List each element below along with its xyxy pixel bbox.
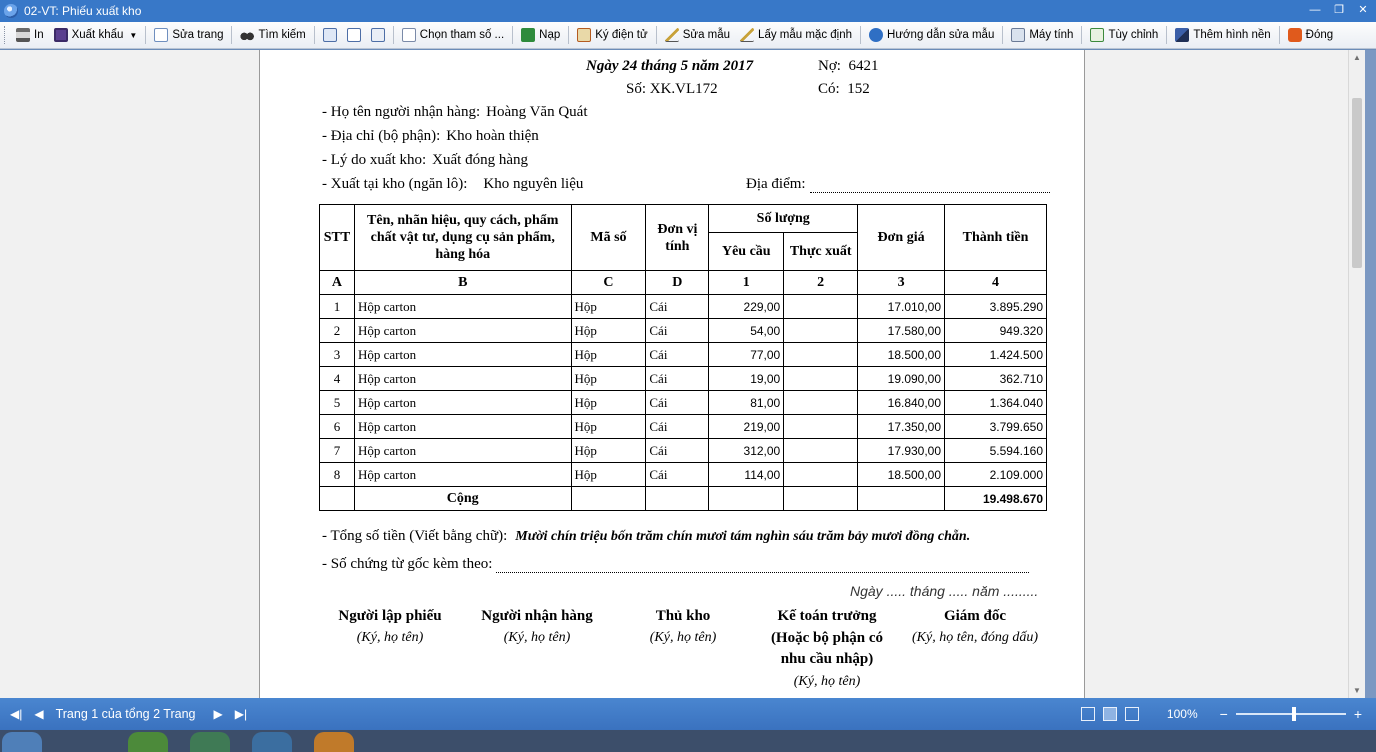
cell-amount: 1.424.500	[945, 343, 1047, 367]
cell-stt: 4	[320, 367, 355, 391]
cell-qty-requested: 312,00	[709, 439, 784, 463]
cell-item-name: Hộp carton	[354, 391, 571, 415]
cell-amount: 949.320	[945, 319, 1047, 343]
cell-stt: 1	[320, 295, 355, 319]
cell-qty-requested: 19,00	[709, 367, 784, 391]
cell-code: Hộp	[571, 295, 646, 319]
default-template-icon	[740, 28, 754, 42]
toolbar-separator	[860, 26, 861, 44]
multi-page-view-icon[interactable]	[1125, 707, 1139, 721]
cell-unit: Cái	[646, 343, 709, 367]
header-unit-price: Đơn giá	[858, 205, 945, 271]
taskbar-app-icon[interactable]	[190, 732, 230, 752]
cell-item-name: Hộp carton	[354, 415, 571, 439]
certificate-icon	[577, 28, 591, 42]
cell-unit: Cái	[646, 391, 709, 415]
calculator-icon	[1011, 28, 1025, 42]
cell-unit: Cái	[646, 295, 709, 319]
total-in-words-line: - Tổng số tiền (Viết bằng chữ): Mười chín triệu bốn trăm chín mươi tám nghìn sáu trăm bảy mươi đồng chẵn.	[322, 528, 971, 544]
header-qty-requested: Yêu cầu	[709, 233, 784, 271]
window-edge	[1365, 50, 1376, 698]
taskbar-app-icon[interactable]	[314, 732, 354, 752]
cell-amount: 3.799.650	[945, 415, 1047, 439]
export-button[interactable]: Xuất khẩu ▼	[49, 24, 143, 46]
cell-qty-actual	[784, 343, 858, 367]
continuous-view-icon[interactable]	[1103, 707, 1117, 721]
address-line: - Địa chỉ (bộ phận): Kho hoàn thiện	[322, 128, 539, 144]
column-letters-row: A B C D 1 2 3 4	[320, 271, 1047, 295]
signing-date-blank: Ngày ..... tháng ..... năm .........	[850, 583, 1039, 599]
toolbar-separator	[1002, 26, 1003, 44]
close-window-icon[interactable]: ✕	[1358, 4, 1368, 16]
restore-icon[interactable]: ❐	[1334, 4, 1344, 16]
cell-code: Hộp	[571, 343, 646, 367]
header-code: Mã số	[571, 205, 646, 271]
cell-amount: 362.710	[945, 367, 1047, 391]
header-quantity: Số lượng	[709, 205, 858, 233]
items-table	[319, 204, 1047, 511]
scroll-down-icon[interactable]: ▼	[1353, 686, 1361, 695]
cell-unit: Cái	[646, 463, 709, 487]
report-viewer	[0, 50, 1348, 698]
edit-template-button[interactable]: Sửa mẫu	[660, 24, 735, 46]
header-amount: Thành tiền	[945, 205, 1047, 271]
cell-qty-actual	[784, 391, 858, 415]
toolbar	[0, 22, 1376, 49]
cell-stt: 8	[320, 463, 355, 487]
cell-qty-requested: 114,00	[709, 463, 784, 487]
zoom-slider-thumb[interactable]	[1292, 707, 1296, 721]
cell-item-name: Hộp carton	[354, 367, 571, 391]
cell-item-name: Hộp carton	[354, 463, 571, 487]
cell-qty-actual	[784, 463, 858, 487]
table-row	[320, 463, 1047, 487]
cell-qty-requested: 81,00	[709, 391, 784, 415]
cell-qty-requested: 219,00	[709, 415, 784, 439]
window-title: 02-VT: Phiếu xuất kho	[24, 4, 142, 18]
cell-unit-price: 16.840,00	[858, 391, 945, 415]
customize-icon	[1090, 28, 1104, 42]
header-stt: STT	[320, 205, 355, 271]
cell-code: Hộp	[571, 439, 646, 463]
cell-qty-actual	[784, 319, 858, 343]
close-button[interactable]: Đóng	[1283, 24, 1339, 46]
table-row	[320, 295, 1047, 319]
toolbar-separator	[314, 26, 315, 44]
cell-unit: Cái	[646, 415, 709, 439]
cell-qty-requested: 54,00	[709, 319, 784, 343]
cell-qty-actual	[784, 415, 858, 439]
toolbar-separator	[1279, 26, 1280, 44]
table-row	[320, 439, 1047, 463]
page-view-icon	[323, 28, 337, 42]
fit-page-icon	[371, 28, 385, 42]
status-bar	[0, 698, 1376, 730]
choose-parameters-button[interactable]: Chọn tham số ...	[397, 24, 509, 46]
document-date: Ngày 24 tháng 5 năm 2017	[586, 58, 754, 74]
printer-icon	[16, 28, 30, 42]
calculator-button[interactable]: Máy tính	[1006, 24, 1078, 46]
header-qty-actual: Thực xuất	[784, 233, 858, 271]
cell-item-name: Hộp carton	[354, 439, 571, 463]
zoom-in-icon[interactable]: +	[1353, 706, 1362, 722]
cell-qty-actual	[784, 439, 858, 463]
cell-stt: 3	[320, 343, 355, 367]
cell-unit-price: 17.010,00	[858, 295, 945, 319]
close-icon	[1288, 28, 1302, 42]
cell-qty-actual	[784, 367, 858, 391]
app-globe-icon	[4, 4, 18, 18]
print-button[interactable]: In	[11, 24, 49, 46]
last-page-icon[interactable]: ▶|	[234, 707, 248, 721]
toolbar-grip[interactable]	[4, 26, 7, 44]
single-page-view-icon[interactable]	[1081, 707, 1095, 721]
dropdown-arrow-icon[interactable]: ▼	[129, 30, 138, 40]
digital-sign-button[interactable]: Ký điện tử	[572, 24, 652, 46]
binoculars-icon	[240, 28, 254, 42]
cell-stt: 6	[320, 415, 355, 439]
warehouse-line: - Xuất tại kho (ngăn lô): Kho nguyên liệu	[322, 176, 584, 192]
zoom-slider[interactable]	[1236, 713, 1346, 715]
template-help-button[interactable]: Hướng dẫn sửa mẫu	[864, 24, 999, 46]
minimize-icon[interactable]: —	[1309, 4, 1321, 16]
table-row	[320, 415, 1047, 439]
table-row	[320, 319, 1047, 343]
vertical-scrollbar[interactable]	[1348, 50, 1365, 698]
cell-unit-price: 17.350,00	[858, 415, 945, 439]
edit-page-button[interactable]: Sửa trang	[149, 24, 228, 46]
customize-button[interactable]: Tùy chỉnh	[1085, 24, 1163, 46]
toolbar-separator	[393, 26, 394, 44]
header-unit: Đơn vị tính	[646, 205, 709, 271]
header-item-name: Tên, nhãn hiệu, quy cách, phẩm chất vật tư, dụng cụ sản phẩm, hàng hóa	[354, 205, 571, 271]
location-line: Địa điểm:	[746, 176, 1050, 193]
cell-unit: Cái	[646, 367, 709, 391]
title-bar	[0, 0, 1376, 22]
cell-code: Hộp	[571, 367, 646, 391]
cell-item-name: Hộp carton	[354, 343, 571, 367]
toolbar-separator	[568, 26, 569, 44]
cell-qty-actual	[784, 295, 858, 319]
toolbar-separator	[1166, 26, 1167, 44]
view-fit-button[interactable]	[366, 24, 390, 46]
cell-item-name: Hộp carton	[354, 295, 571, 319]
view-single-button[interactable]	[318, 24, 342, 46]
taskbar	[0, 730, 1376, 752]
signature-receiver: Người nhận hàng (Ký, họ tên)	[481, 608, 593, 645]
cell-code: Hộp	[571, 391, 646, 415]
toolbar-separator	[512, 26, 513, 44]
cell-amount: 2.109.000	[945, 463, 1047, 487]
cell-unit-price: 19.090,00	[858, 367, 945, 391]
total-row	[320, 487, 1047, 511]
view-page-button[interactable]	[342, 24, 366, 46]
previous-page-icon[interactable]: ◀	[34, 707, 44, 721]
add-background-button[interactable]: Thêm hình nền	[1170, 24, 1275, 46]
cell-unit: Cái	[646, 319, 709, 343]
table-row	[320, 343, 1047, 367]
start-button-icon[interactable]	[2, 732, 42, 752]
save-icon	[54, 28, 68, 42]
page-info: Trang 1 của tổng 2 Trang	[55, 707, 196, 721]
cell-qty-requested: 77,00	[709, 343, 784, 367]
refresh-icon	[521, 28, 535, 42]
signature-storekeeper: Thủ kho (Ký, họ tên)	[649, 608, 717, 645]
table-row	[320, 367, 1047, 391]
cell-unit-price: 17.580,00	[858, 319, 945, 343]
credit-account: Có: 152	[818, 81, 870, 97]
cell-unit-price: 18.500,00	[858, 343, 945, 367]
toolbar-separator	[656, 26, 657, 44]
cell-unit: Cái	[646, 439, 709, 463]
signature-chief-accountant: Kế toán trưởng (Hoặc bộ phận có nhu cầu nhập) (Ký, họ tên)	[770, 608, 884, 689]
cell-stt: 7	[320, 439, 355, 463]
zoom-level: 100%	[1166, 707, 1198, 721]
cell-code: Hộp	[571, 319, 646, 343]
taskbar-app-icon[interactable]	[252, 732, 292, 752]
report-page	[259, 50, 1085, 698]
taskbar-app-icon[interactable]	[128, 732, 168, 752]
cell-amount: 1.364.040	[945, 391, 1047, 415]
background-icon	[1175, 28, 1189, 42]
cell-amount: 5.594.160	[945, 439, 1047, 463]
total-label: Cộng	[354, 487, 571, 511]
next-page-icon[interactable]: ▶	[213, 707, 223, 721]
total-amount: 19.498.670	[945, 487, 1047, 511]
parameters-icon	[402, 28, 416, 42]
toolbar-separator	[1081, 26, 1082, 44]
search-button[interactable]: Tìm kiếm	[235, 24, 310, 46]
attached-docs-line: - Số chứng từ gốc kèm theo:	[322, 556, 1029, 573]
cell-stt: 2	[320, 319, 355, 343]
voucher-number: Số: XK.VL172	[626, 81, 718, 97]
first-page-icon[interactable]: ◀|	[10, 707, 23, 721]
scroll-thumb[interactable]	[1352, 98, 1362, 268]
reason-line: - Lý do xuất kho: Xuất đóng hàng	[322, 152, 528, 168]
cell-amount: 3.895.290	[945, 295, 1047, 319]
edit-template-icon	[665, 28, 679, 42]
cell-qty-requested: 229,00	[709, 295, 784, 319]
page-icon	[347, 28, 361, 42]
signature-preparer: Người lập phiếu (Ký, họ tên)	[338, 608, 442, 645]
help-icon	[869, 28, 883, 42]
cell-code: Hộp	[571, 415, 646, 439]
receiver-line: - Họ tên người nhận hàng: Hoàng Văn Quát	[322, 104, 588, 120]
cell-item-name: Hộp carton	[354, 319, 571, 343]
cell-code: Hộp	[571, 463, 646, 487]
table-row	[320, 391, 1047, 415]
zoom-out-icon[interactable]: −	[1219, 706, 1228, 722]
cell-unit-price: 18.500,00	[858, 463, 945, 487]
toolbar-separator	[231, 26, 232, 44]
cell-unit-price: 17.930,00	[858, 439, 945, 463]
reload-button[interactable]: Nạp	[516, 24, 565, 46]
toolbar-separator	[145, 26, 146, 44]
signature-director: Giám đốc (Ký, họ tên, đóng dấu)	[912, 608, 1038, 645]
edit-page-icon	[154, 28, 168, 42]
default-template-button[interactable]: Lấy mẫu mặc định	[735, 24, 857, 46]
total-in-words: Mười chín triệu bốn trăm chín mươi tám nghìn sáu trăm bảy mươi đồng chẵn.	[515, 529, 971, 544]
debit-account: Nợ: 6421	[818, 58, 879, 74]
scroll-up-icon[interactable]: ▲	[1353, 53, 1361, 62]
cell-stt: 5	[320, 391, 355, 415]
